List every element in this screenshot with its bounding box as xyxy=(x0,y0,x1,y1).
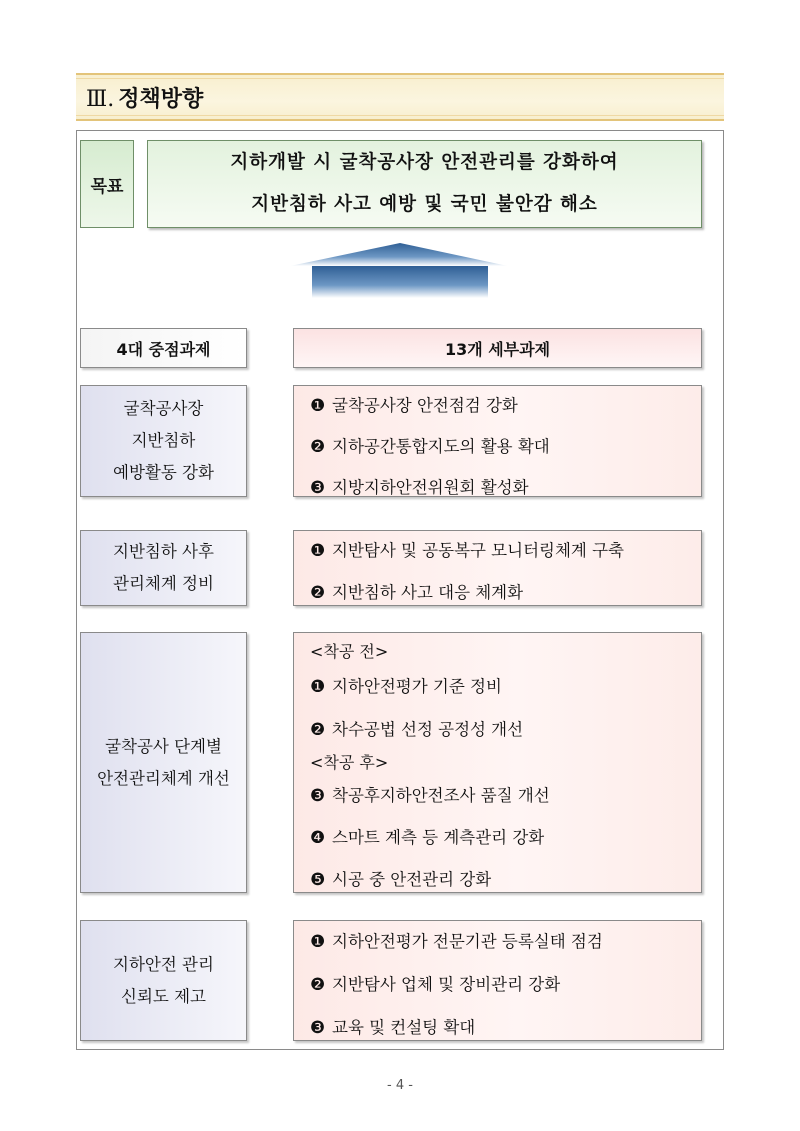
item-text: 지방지하안전위원회 활성화 xyxy=(332,478,529,497)
detail-item xyxy=(310,824,544,848)
task-4-line: 신뢰도 제고 xyxy=(121,986,206,1006)
section-title-text: 정책방향 xyxy=(118,87,204,112)
goal-line-1: 지하개발 시 굴착공사장 안전관리를 강화하여 xyxy=(230,152,619,173)
task-2-details xyxy=(293,530,702,606)
task-3-box xyxy=(80,632,247,893)
detail-item xyxy=(310,866,491,890)
task-1-line: 지반침하 xyxy=(131,431,196,450)
item-text: 지반탐사 및 공동복구 모니터링체계 구축 xyxy=(332,541,624,560)
task-3-line: 굴착공사 단계별 xyxy=(105,736,222,756)
item-number: ❷ xyxy=(310,975,326,995)
item-number: ❸ xyxy=(310,786,326,806)
item-number: ❷ xyxy=(310,720,326,740)
item-number: ❹ xyxy=(310,828,326,848)
item-text: 착공후지하안전조사 품질 개선 xyxy=(332,786,550,805)
detail-item xyxy=(310,782,550,806)
subheading-after: <착공 후> xyxy=(310,753,389,772)
task-2-line: 지반침하 사후 xyxy=(113,542,214,561)
item-number: ❷ xyxy=(310,583,326,603)
item-number: ❺ xyxy=(310,870,326,890)
section-numeral: Ⅲ. xyxy=(86,87,115,112)
task-3-line: 안전관리체계 개선 xyxy=(97,768,230,788)
item-number: ❷ xyxy=(310,437,326,457)
task-1-box xyxy=(80,385,247,497)
detail-item xyxy=(310,928,603,952)
task-2-box xyxy=(80,530,247,606)
item-text: 지하안전평가 전문기관 등록실태 점검 xyxy=(332,932,603,951)
detail-item xyxy=(310,474,529,498)
item-text: 시공 중 안전관리 강화 xyxy=(332,870,492,889)
item-text: 지하공간통합지도의 활용 확대 xyxy=(332,437,550,456)
item-number: ❶ xyxy=(310,932,326,952)
section-title xyxy=(86,82,203,113)
subheading-before: <착공 전> xyxy=(310,642,389,661)
item-number: ❸ xyxy=(310,1018,326,1038)
item-text: 굴착공사장 안전점검 강화 xyxy=(332,396,518,415)
detail-item xyxy=(310,579,523,603)
item-number: ❶ xyxy=(310,541,326,561)
detail-item xyxy=(310,716,523,740)
task-1-line: 예방활동 강화 xyxy=(113,463,214,482)
goal-box xyxy=(147,140,702,228)
page-number: - 4 - xyxy=(387,1078,413,1093)
section-header xyxy=(76,73,724,121)
up-arrow-icon xyxy=(290,240,510,300)
detail-item xyxy=(310,673,502,697)
task-1-details xyxy=(293,385,702,497)
detail-item xyxy=(310,392,518,416)
item-text: 차수공법 선정 공정성 개선 xyxy=(332,720,524,739)
item-text: 스마트 계측 등 계측관리 강화 xyxy=(332,828,545,847)
item-text: 지반침하 사고 대응 체계화 xyxy=(332,583,524,602)
detail-item xyxy=(310,971,560,995)
header-detail-tasks: 13개 세부과제 xyxy=(293,328,702,368)
item-text: 지하안전평가 기준 정비 xyxy=(332,677,502,696)
goal-label: 목표 xyxy=(80,140,134,228)
goal-line-2: 지반침하 사고 예방 및 국민 불안감 해소 xyxy=(251,194,598,215)
header-key-tasks: 4대 중점과제 xyxy=(80,328,247,368)
detail-item xyxy=(310,1014,475,1038)
detail-item xyxy=(310,433,550,457)
item-text: 지반탐사 업체 및 장비관리 강화 xyxy=(332,975,561,994)
detail-item xyxy=(310,537,624,561)
task-2-line: 관리체계 정비 xyxy=(113,574,214,593)
task-4-box xyxy=(80,920,247,1041)
item-number: ❶ xyxy=(310,396,326,416)
task-4-line: 지하안전 관리 xyxy=(113,954,214,974)
task-1-line: 굴착공사장 xyxy=(123,399,204,418)
item-number: ❸ xyxy=(310,478,326,498)
item-text: 교육 및 컨설팅 확대 xyxy=(332,1018,476,1037)
task-3-details xyxy=(293,632,702,893)
task-4-details xyxy=(293,920,702,1041)
item-number: ❶ xyxy=(310,677,326,697)
